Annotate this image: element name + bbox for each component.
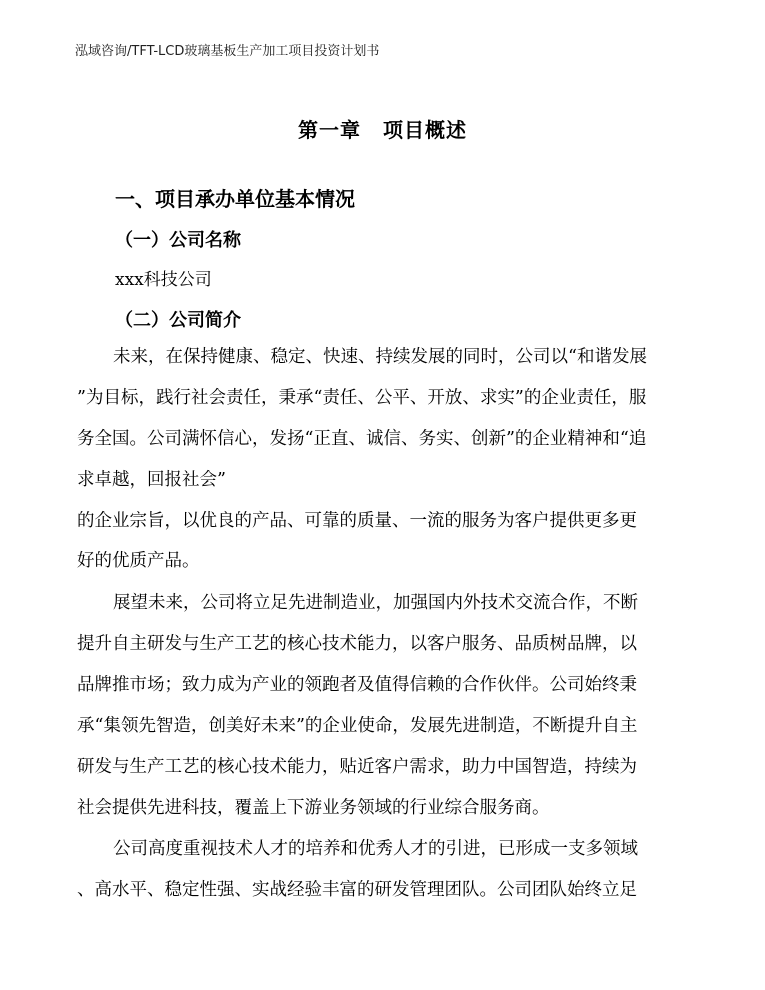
header-rule xyxy=(75,62,690,63)
body-line: 社会提供先进科技，覆盖上下游业务领域的行业综合服务商。 xyxy=(77,798,550,818)
body-line: 未来，在保持健康、稳定、快速、持续发展的同时，公司以“和谐发展 xyxy=(113,347,647,367)
chapter-number: 第一章 xyxy=(298,118,361,142)
body-line: 好的优质产品。 xyxy=(77,551,200,571)
running-header: 泓域咨询/TFT-LCD玻璃基板生产加工项目投资计划书 xyxy=(75,44,380,59)
subsection-heading-company-intro: （二）公司简介 xyxy=(115,310,241,331)
section-heading: 一、项目承办单位基本情况 xyxy=(115,187,355,211)
subsection-heading-company-name: （一）公司名称 xyxy=(115,230,241,251)
chapter-title xyxy=(0,114,765,143)
body-line: ”为目标，践行社会责任，秉承“责任、公平、开放、求实”的企业责任，服 xyxy=(77,388,647,408)
body-line: 务全国。公司满怀信心，发扬“正直、诚信、务实、创新”的企业精神和“追 xyxy=(77,429,647,449)
body-line: 的企业宗旨，以优良的产品、可靠的质量、一流的服务为客户提供更多更 xyxy=(77,511,637,531)
body-line: 承“集领先智造，创美好未来”的企业使命，发展先进制造，不断提升自主 xyxy=(77,716,638,736)
body-line: 品牌推市场；致力成为产业的领跑者及值得信赖的合作伙伴。公司始终秉 xyxy=(77,675,637,695)
body-line: 提升自主研发与生产工艺的核心技术能力，以客户服务、品质树品牌，以 xyxy=(77,634,637,654)
chapter-name: 项目概述 xyxy=(383,118,467,142)
body-line: 展望未来，公司将立足先进制造业，加强国内外技术交流合作，不断 xyxy=(113,593,638,613)
body-line: 求卓越，回报社会” xyxy=(77,470,226,490)
body-line: 研发与生产工艺的核心技术能力，贴近客户需求，助力中国智造，持续为 xyxy=(77,757,637,777)
company-name: xxx科技公司 xyxy=(115,270,212,290)
body-line: 公司高度重视技术人才的培养和优秀人才的引进，已形成一支多领域 xyxy=(113,839,638,859)
body-line: 、高水平、稳定性强、实战经验丰富的研发管理团队。公司团队始终立足 xyxy=(77,880,637,900)
